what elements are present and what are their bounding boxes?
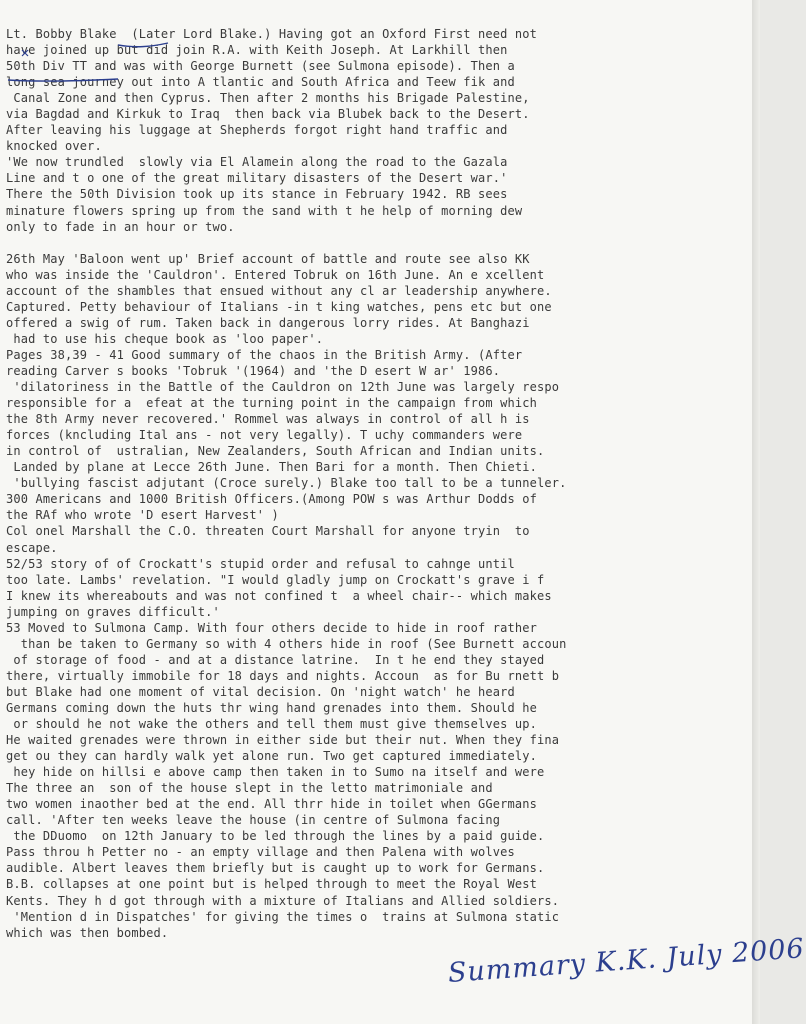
text-line: of storage of food - and at a distance latrine. In t he end they stayed (6, 652, 545, 667)
text-line: After leaving his luggage at Shepherds forgot right hand traffic and (6, 123, 508, 138)
text-line: two women inaother bed at the end. All thrr hide in toilet when GGermans (6, 797, 537, 812)
text-line: long sea journey out into A tlantic and South Africa and Teew fik and (6, 75, 515, 90)
text-line: have joined up but did join R.A. with Keith Joseph. At Larkhill then (6, 43, 508, 58)
text-line: call. 'After ten weeks leave the house (in centre of Sulmona facing (6, 813, 501, 828)
text-line: Canal Zone and then Cyprus. Then after 2 months his Brigade Palestine, (6, 91, 530, 106)
text-line: There the 50th Division took up its stance in February 1942. RB sees (6, 187, 508, 202)
text-line: Kents. They h d got through with a mixture of Italians and Allied soldiers. (6, 893, 560, 908)
text-line: Pass throu h Petter no - an empty village and then Palena with wolves (6, 845, 515, 860)
text-line: 300 Americans and 1000 British Officers.(Among POW s was Arthur Dodds of (6, 492, 537, 507)
typed-text-body (6, 26, 766, 941)
text-line: who was inside the 'Cauldron'. Entered Tobruk on 16th June. An e xcellent (6, 267, 545, 282)
text-line: via Bagdad and Kirkuk to Iraq then back via Blubek back to the Desert. (6, 107, 530, 122)
text-line: I knew its whereabouts and was not confined t a wheel chair-- which makes (6, 588, 552, 603)
text-line (6, 235, 766, 251)
text-line: the 8th Army never recovered.' Rommel was always in control of all h is (6, 412, 530, 427)
text-line: He waited grenades were thrown in either side but their nut. When they fina (6, 733, 560, 748)
text-line: Germans coming down the huts thr wing hand grenades into them. Should he (6, 700, 537, 715)
text-line: 53 Moved to Sulmona Camp. With four others decide to hide in roof rather (6, 620, 537, 635)
text-line: 50th Div TT and was with George Burnett (see Sulmona episode). Then a (6, 59, 515, 74)
text-line: than be taken to Germany so with 4 others hide in roof (See Burnett accoun (6, 636, 567, 651)
text-line: jumping on graves difficult.' (6, 604, 220, 619)
text-line: Pages 38,39 - 41 Good summary of the chaos in the British Army. (After (6, 347, 523, 362)
text-line: which was then bombed. (6, 925, 169, 940)
text-line: 'bullying fascist adjutant (Croce surely.) Blake too tall to be a tunneler. (6, 476, 567, 491)
text-line: Landed by plane at Lecce 26th June. Then Bari for a month. Then Chieti. (6, 460, 537, 475)
text-line: Captured. Petty behaviour of Italians -in t king watches, pens etc but one (6, 299, 552, 314)
text-line: account of the shambles that ensued without any cl ar leadership anywhere. (6, 283, 552, 298)
text-line: forces (kncluding Ital ans - not very legally). T uchy commanders were (6, 428, 523, 443)
text-line: only to fade in an hour or two. (6, 219, 235, 234)
handwritten-signature: Summary K.K. July 2006 (446, 933, 806, 989)
text-line: the RAf who wrote 'D esert Harvest' ) (6, 508, 279, 523)
text-line: offered a swig of rum. Taken back in dangerous lorry rides. At Banghazi (6, 315, 530, 330)
text-line: escape. (6, 540, 58, 555)
text-line: Line and t o one of the great military disasters of the Desert war.' (6, 171, 508, 186)
text-line: reading Carver s books 'Tobruk '(1964) and 'the D esert W ar' 1986. (6, 363, 501, 378)
text-line: Lt. Bobby Blake (Later Lord Blake.) Having got an Oxford First need not (6, 27, 537, 41)
text-line: The three an son of the house slept in the letto matrimoniale and (6, 781, 493, 796)
text-line: 'Mention d in Dispatches' for giving the times o trains at Sulmona static (6, 909, 560, 924)
text-line: in control of ustralian, New Zealanders, South African and Indian units. (6, 444, 545, 459)
text-line: minature flowers spring up from the sand with t he help of morning dew (6, 203, 523, 218)
text-line: or should he not wake the others and tell them must give themselves up. (6, 717, 537, 732)
text-line: get ou they can hardly walk yet alone run. Two get captured immediately. (6, 749, 537, 764)
text-line: responsible for a efeat at the turning point in the campaign from which (6, 396, 537, 411)
text-line: 'dilatoriness in the Battle of the Cauldron on 12th June was largely respo (6, 380, 560, 395)
text-line: 52/53 story of of Crockatt's stupid order and refusal to cahnge until (6, 556, 515, 571)
text-line: but Blake had one moment of vital decision. On 'night watch' he heard (6, 684, 515, 699)
text-line: B.B. collapses at one point but is helped through to meet the Royal West (6, 877, 537, 892)
text-line: 26th May 'Baloon went up' Brief account of battle and route see also KK (6, 251, 530, 266)
text-line: Col onel Marshall the C.O. threaten Court Marshall for anyone tryin to (6, 524, 530, 539)
text-line: audible. Albert leaves them briefly but is caught up to work for Germans. (6, 861, 545, 876)
text-line: knocked over. (6, 139, 102, 154)
text-line: the DDuomo on 12th January to be led through the lines by a paid guide. (6, 829, 545, 844)
text-line: had to use his cheque book as 'loo paper'. (6, 331, 324, 346)
text-line: hey hide on hillsi e above camp then taken in to Sumo na itself and were (6, 765, 545, 780)
text-line: 'We now trundled slowly via El Alamein along the road to the Gazala (6, 155, 508, 170)
text-line: there, virtually immobile for 18 days and nights. Accoun as for Bu rnett b (6, 668, 560, 683)
text-line: too late. Lambs' revelation. "I would gladly jump on Crockatt's grave i f (6, 572, 545, 587)
